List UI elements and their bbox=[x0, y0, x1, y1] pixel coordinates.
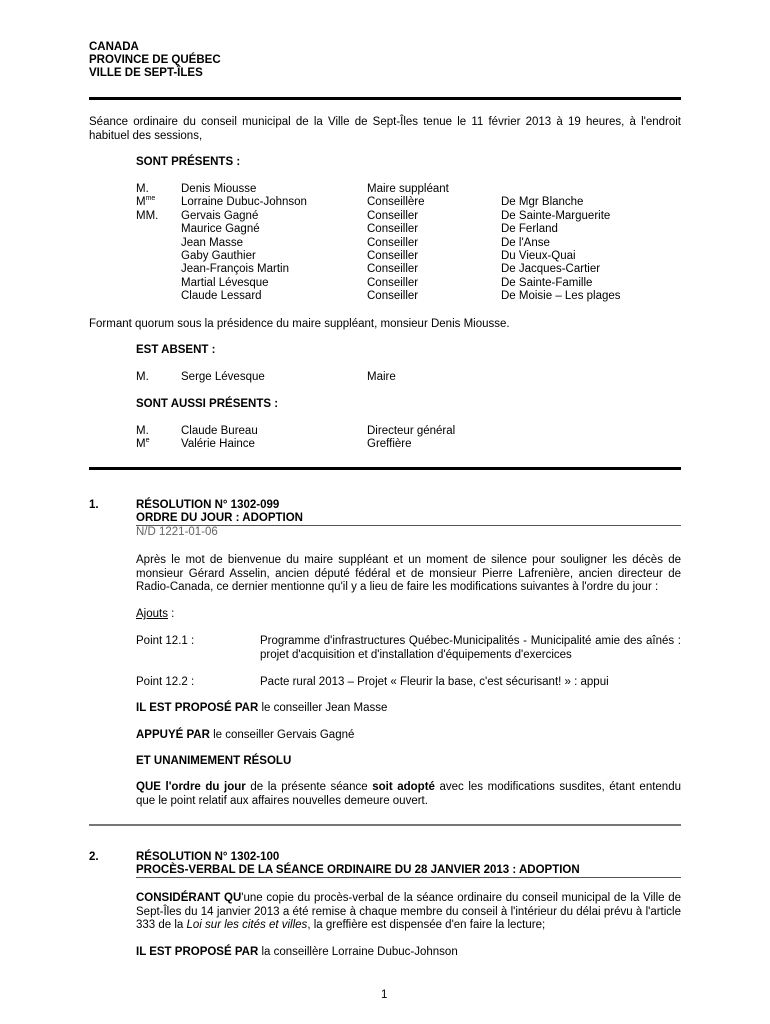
propose-label: IL EST PROPOSÉ PAR bbox=[136, 946, 259, 958]
absent-heading: EST ABSENT : bbox=[136, 344, 216, 356]
point-12-2-label: Point 12.2 : bbox=[136, 676, 195, 688]
que-rest: avec les modifications susdites, étant entendu que le point relatif aux affaires nouvelles demeure ouvert. bbox=[136, 781, 681, 807]
res1-title: RÉSOLUTION N° 1302-099 bbox=[136, 499, 280, 511]
que-bold2: soit adopté bbox=[372, 781, 435, 793]
present-role: Conseiller bbox=[367, 290, 419, 303]
point-12-1-label: Point 12.1 : bbox=[136, 635, 195, 647]
res2-considerant bbox=[136, 892, 681, 933]
res1-subtitle: ORDRE DU JOUR : ADOPTION bbox=[136, 512, 303, 524]
aussi-name: Valérie Haince bbox=[181, 438, 255, 451]
point-12-1-text: Programme d'infrastructures Québec-Municipalités - Municipalité amie des aînés : projet d'acquisition et d'installation d'équipements d'exercices bbox=[260, 635, 681, 661]
header-province: PROVINCE DE QUÉBEC bbox=[89, 54, 221, 66]
present-name: Lorraine Dubuc-Johnson bbox=[181, 196, 307, 209]
que-mid: de la présente séance bbox=[245, 781, 373, 793]
present-district: De Ferland bbox=[501, 223, 558, 236]
present-title: M. bbox=[136, 183, 149, 195]
present-name: Claude Lessard bbox=[181, 290, 262, 303]
propose-name: le conseiller Jean Masse bbox=[258, 702, 388, 714]
aussi-title: Me bbox=[136, 437, 150, 451]
ajouts-label: Ajouts bbox=[136, 608, 168, 620]
presents-heading: SONT PRÉSENTS : bbox=[136, 156, 241, 168]
present-district: De Moisie – Les plages bbox=[501, 290, 621, 303]
page-number: 1 bbox=[381, 989, 388, 1001]
present-district: De Sainte-Marguerite bbox=[501, 209, 611, 222]
point-12-2-text: Pacte rural 2013 – Projet « Fleurir la base, c'est sécurisant! » : appui bbox=[260, 676, 609, 688]
ajouts-colon: : bbox=[167, 608, 175, 620]
res1-number: 1. bbox=[89, 499, 99, 511]
absent-name: Serge Lévesque bbox=[181, 371, 265, 383]
section-rule bbox=[89, 467, 681, 470]
present-name: Denis Miousse bbox=[181, 183, 257, 195]
res1-propose bbox=[136, 702, 387, 716]
header-country: CANADA bbox=[89, 41, 139, 53]
res1-end-rule bbox=[89, 824, 681, 826]
present-title: MM. bbox=[136, 209, 159, 222]
que-bold: QUE l'ordre du jour bbox=[136, 781, 246, 793]
present-role: Conseiller bbox=[367, 223, 419, 236]
present-title: $M^{me}$ bbox=[136, 195, 156, 209]
considerant-a: 'une copie du procès-verbal de la séance ordinaire du conseil municipal de la Ville de Sept-Îles du 14 janvier 2013 a été remise à chaque membre du conseil à l'intérieur du délai prévu à l'article 333 de la bbox=[136, 892, 681, 931]
res2-propose bbox=[136, 946, 458, 960]
present-role: Conseillère bbox=[367, 196, 425, 209]
absent-title: M. bbox=[136, 371, 149, 383]
present-district: De l'Anse bbox=[501, 236, 550, 249]
present-name: Jean-François Martin bbox=[181, 263, 290, 276]
quorum-text: Formant quorum sous la présidence du maire suppléant, monsieur Denis Miousse. bbox=[89, 318, 510, 330]
aussi-role: Greffière bbox=[367, 438, 412, 451]
present-role: Conseiller bbox=[367, 263, 419, 276]
present-district: De Mgr Blanche bbox=[501, 196, 584, 209]
header-city: VILLE DE SEPT-ÎLES bbox=[89, 67, 203, 79]
considerant-bold: CONSIDÉRANT QU bbox=[136, 892, 242, 904]
present-name: Maurice Gagné bbox=[181, 223, 260, 236]
res1-appuye bbox=[136, 729, 354, 743]
aussi-role: Directeur général bbox=[367, 425, 456, 437]
intro-paragraph: Séance ordinaire du conseil municipal de la Ville de Sept-Îles tenue le 11 février 2013 à 19 heures, à l'endroit habituel des sessions, bbox=[89, 116, 681, 142]
aussi-title: M. bbox=[136, 425, 149, 437]
aussi-heading: SONT AUSSI PRÉSENTS : bbox=[136, 398, 279, 410]
appuye-name: le conseiller Gervais Gagné bbox=[209, 729, 355, 741]
res2-title: RÉSOLUTION N° 1302-100 bbox=[136, 851, 280, 863]
present-name: Gervais Gagné bbox=[181, 209, 259, 222]
present-name: Jean Masse bbox=[181, 236, 244, 249]
res2-underline bbox=[136, 877, 681, 878]
considerant-b: , la greffière est dispensée d'en faire la lecture; bbox=[307, 919, 546, 931]
present-role: Conseiller bbox=[367, 250, 419, 262]
header-rule bbox=[89, 97, 681, 100]
present-district: Du Vieux-Quai bbox=[501, 250, 576, 262]
res2-subtitle: PROCÈS-VERBAL DE LA SÉANCE ORDINAIRE DU 28 JANVIER 2013 : ADOPTION bbox=[136, 864, 580, 876]
present-role: Conseiller bbox=[367, 236, 419, 249]
present-district: De Sainte-Famille bbox=[501, 276, 593, 289]
present-name: Martial Lévesque bbox=[181, 276, 269, 289]
res1-body: Après le mot de bienvenue du maire suppléant et un moment de silence pour souligner les décès de monsieur Gérard Asselin, ancien député fédéral et de monsieur Pierre Lafrenière, ancien directeur de Radio-Canada, ce dernier mentionne qu'il y a lieu de faire les modifications suivantes à l'ordre du jour : bbox=[136, 554, 681, 593]
present-role: Conseiller bbox=[367, 276, 419, 289]
res1-ref: N/D 1221-01-06 bbox=[136, 526, 218, 538]
res1-resolu: ET UNANIMEMENT RÉSOLU bbox=[136, 755, 292, 767]
propose-name: la conseillère Lorraine Dubuc-Johnson bbox=[258, 946, 458, 958]
present-name: Gaby Gauthier bbox=[181, 250, 256, 262]
res1-ajouts bbox=[136, 608, 174, 622]
appuye-label: APPUYÉ PAR bbox=[136, 729, 210, 741]
considerant-italic: Loi sur les cités et villes bbox=[186, 919, 308, 931]
absent-role: Maire bbox=[367, 371, 396, 383]
present-role: Conseiller bbox=[367, 209, 419, 222]
aussi-name: Claude Bureau bbox=[181, 425, 258, 437]
propose-label: IL EST PROPOSÉ PAR bbox=[136, 702, 259, 714]
res1-que bbox=[136, 781, 681, 808]
present-role: Maire suppléant bbox=[367, 183, 449, 195]
res2-number: 2. bbox=[89, 851, 99, 863]
present-district: De Jacques-Cartier bbox=[501, 263, 601, 276]
